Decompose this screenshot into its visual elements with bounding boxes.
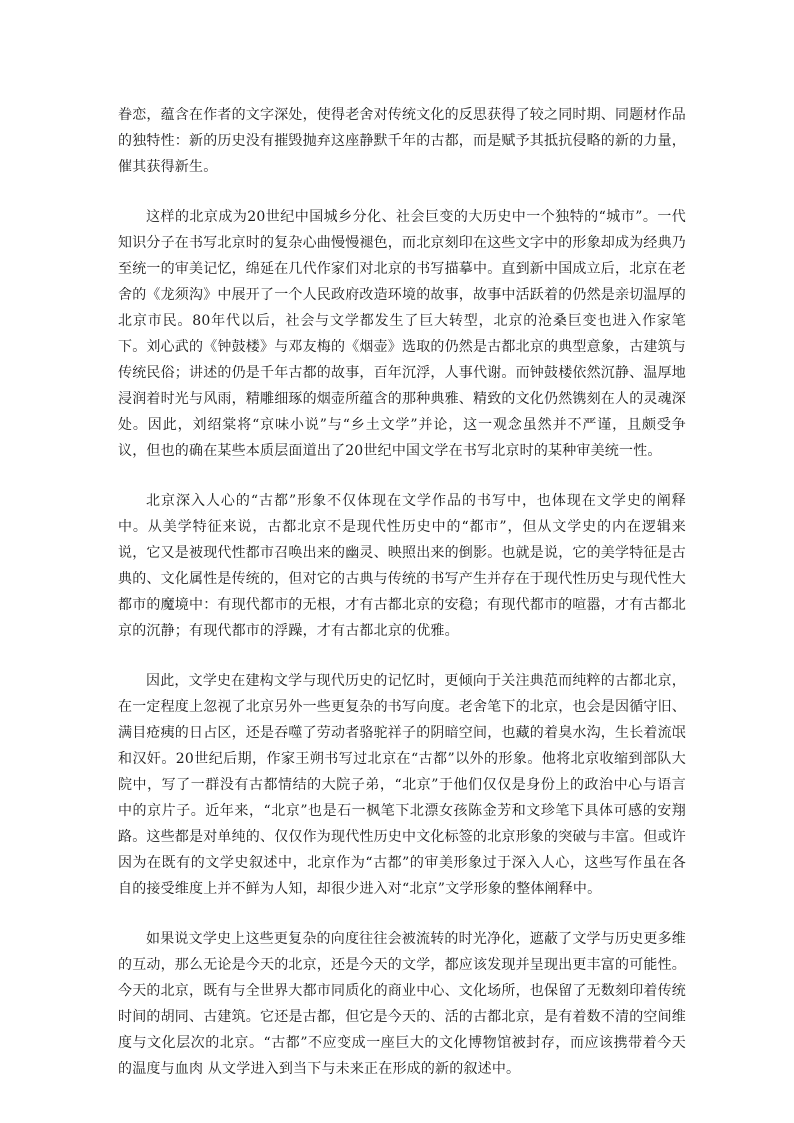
paragraph-continuation: 眷恋，蕴含在作者的文字深处，使得老舍对传统文化的反思获得了较之同时期、同题材作品的独特性：新的历史没有摧毁抛弃这座静默千年的古都，而是赋予其抵抗侵略的新的力量，催其获得新生。 — [118, 107, 686, 175]
paragraph-today-beijing: 如果说文学史上这些更复杂的向度往往会被流转的时光净化，遮蔽了文学与历史更多维的互动，那么无论是今天的北京，还是今天的文学，都应该发现并呈现出更丰富的可能性。今天的北京，既有与全世界大都市同质化的商业中心、文化场所，也保留了无数刻印着传统时间的胡同、古建筑。它还是古都，但它是今天的、活的古都北京，是有着数不清的空间维度与文化层次的北京。“古都”不应变成一座巨大的文化博物馆被封存，而应该携带着今天的温度与血肉 从文学进入到当下与未来正在形成的新的叙述中。 — [118, 931, 686, 1077]
paragraph-ancient-capital-image: 北京深入人心的“古都”形象不仅体现在文学作品的书写中，也体现在文学史的阐释中。从美学特征来说，古都北京不是现代性历史中的“都市”，但从文学史的内在逻辑来说，它又是被现代性都市召唤出来的幽灵、映照出来的倒影。也就是说，它的美学特征是古典的、文化属性是传统的，但对它的古典与传统的书写产生并存在于现代性历史与现代性大都市的魔境中：有现代都市的无根，才有古都北京的安稳；有现代都市的喧嚣，才有古都北京的沉静；有现代都市的浮躁，才有古都北京的优雅。 — [118, 493, 686, 639]
document-page — [118, 102, 686, 1106]
paragraph-beijing-city: 这样的北京成为20世纪中国城乡分化、社会巨变的大历史中一个独特的“城市”。一代知识分子在书写北京时的复杂心曲慢慢褪色，而北京刻印在这些文字中的形象却成为经典乃至统一的审美记忆，绵延在几代作家们对北京的书写描摹中。直到新中国成立后，北京在老舍的《龙须沟》中展开了一个人民政府改造环境的故事，故事中活跃着的仍然是亲切温厚的北京市民。80年代以后，社会与文学都发生了巨大转型，北京的沧桑巨变也进入作家笔下。刘心武的《钟鼓楼》与邓友梅的《烟壶》选取的仍然是古都北京的典型意象，古建筑与传统民俗；讲述的仍是千年古都的故事，百年沉浮，人事代谢。而钟鼓楼依然沉静、温厚地浸润着时光与风雨，精雕细琢的烟壶所蕴含的那种典雅、精致的文化仍然镌刻在人的灵魂深处。因此，刘绍棠将“京味小说”与“乡土文学”并论，这一观念虽然并不严谨，且颇受争议，但也的确在某些本质层面道出了20世纪中国文学在书写北京时的某种审美统一性。 — [118, 209, 686, 459]
paragraph-literary-history: 因此，文学史在建构文学与现代历史的记忆时，更倾向于关注典范而纯粹的古都北京，在一定程度上忽视了北京另外一些更复杂的书写向度。老舍笔下的北京，也会是因循守旧、满目疮痍的日占区，还是吞噬了劳动者骆驼祥子的阴暗空间，也藏的着臭水沟，生长着流氓和汉奸。20世纪后期，作家王朔书写过北京在“古都”以外的形象。他将北京收缩到部队大院中，写了一群没有古都情结的大院子弟，“北京”于他们仅仅是身份上的政治中心与语言中的京片子。近年来，“北京”也是石一枫笔下北漂女孩陈金芳和文珍笔下具体可感的安翔路。这些都是对单纯的、仅仅作为现代性历史中文化标签的北京形象的突破与丰富。但或许因为在既有的文学史叙述中，北京作为“古都”的审美形象过于深入人心，这些写作虽在各自的接受维度上并不鲜为人知，却很少进入对“北京”文学形象的整体阐释中。 — [118, 673, 686, 897]
